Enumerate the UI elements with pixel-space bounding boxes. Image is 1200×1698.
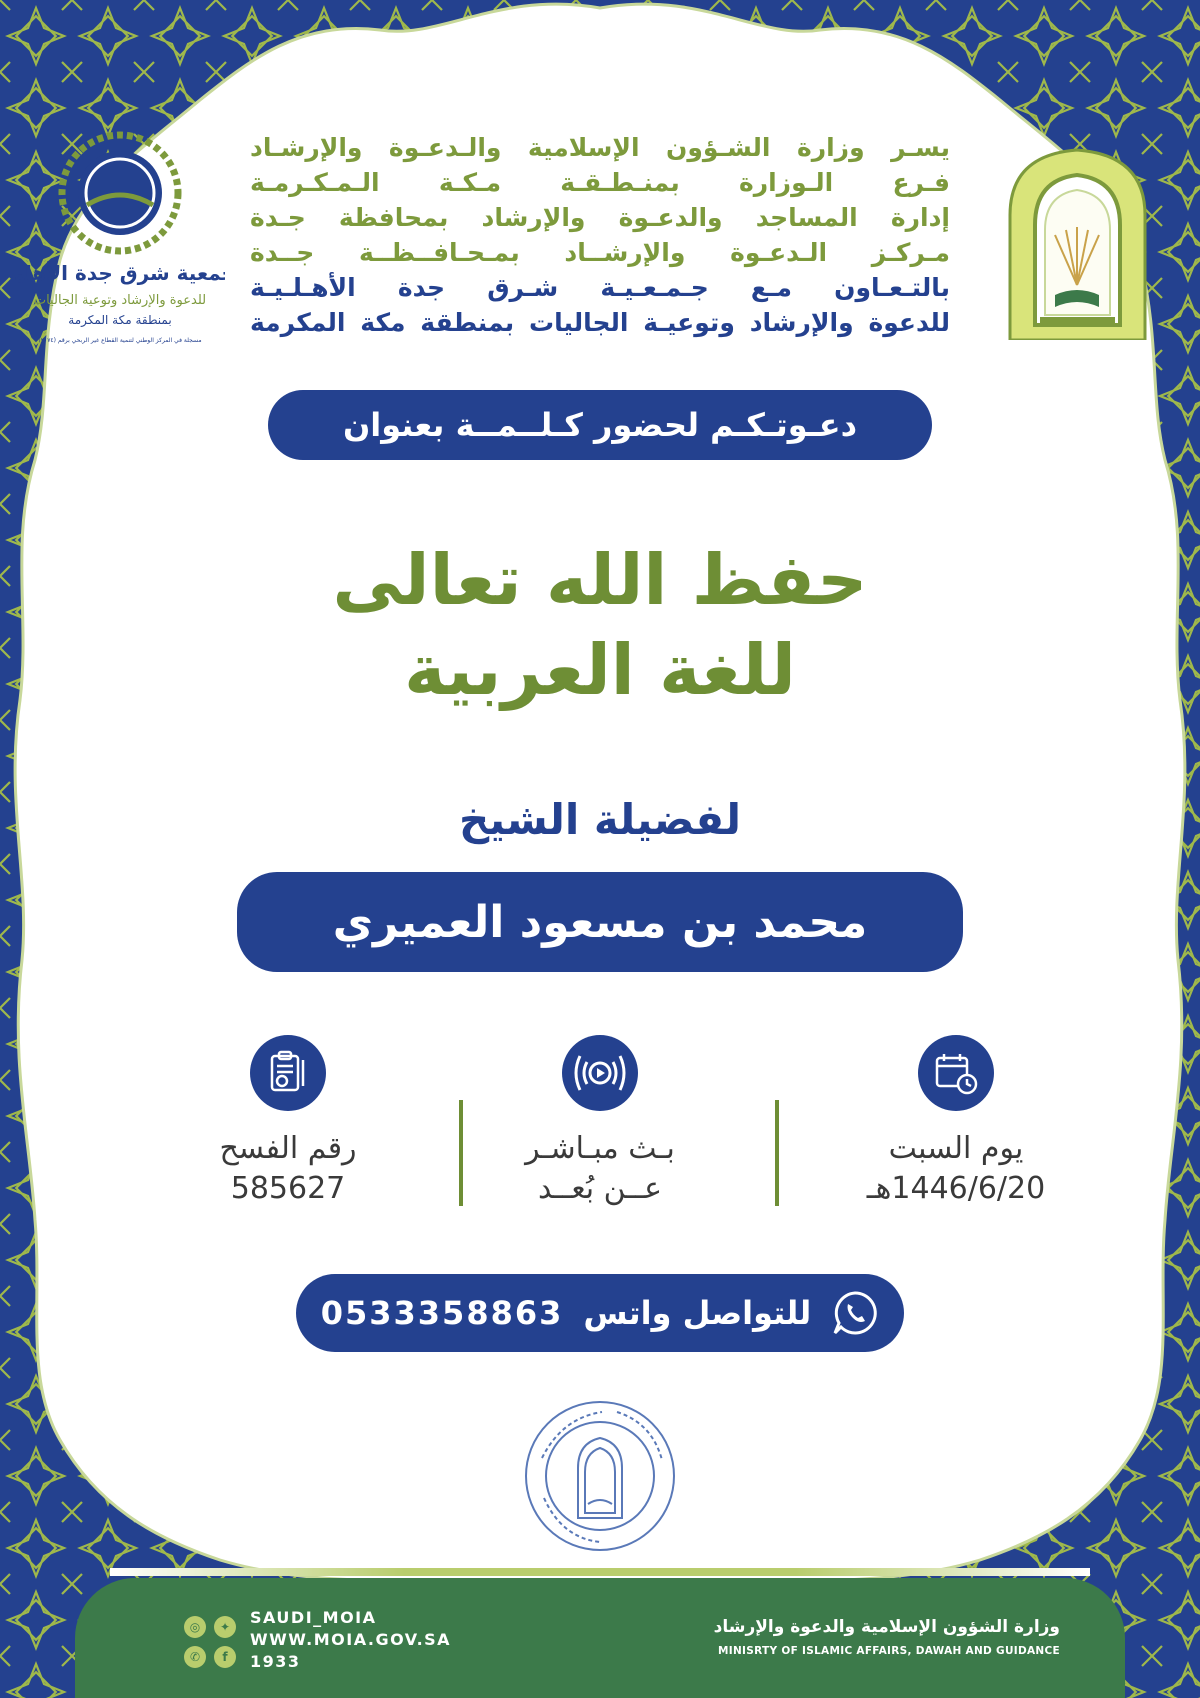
broadcast-info bbox=[470, 1035, 730, 1209]
footer-contacts bbox=[250, 1607, 451, 1673]
whatsapp-number[interactable]: 0533358863 bbox=[320, 1294, 564, 1332]
permit-label: رقم الفسح bbox=[219, 1131, 357, 1166]
header-line: للدعوة والإرشاد وتوعيـة الجاليات بمنطقة مكة المكرمة bbox=[250, 308, 950, 337]
permit-info bbox=[158, 1035, 418, 1209]
ministry-name-arabic: وزارة الشؤون الإسلامية والدعوة والإرشاد bbox=[713, 1617, 1060, 1637]
footer-accent-line bbox=[110, 1568, 1090, 1576]
header-line: بالتـعـاون مـع جـمـعـيـة شـرق جدة الأهـلـيـة bbox=[250, 273, 950, 302]
whatsapp-contact-banner[interactable] bbox=[296, 1274, 904, 1352]
info-divider bbox=[775, 1100, 779, 1206]
lecture-title-line-1: حفظ الله تعالى bbox=[332, 539, 868, 621]
svg-text:بمنطقة مكة المكرمة: بمنطقة مكة المكرمة bbox=[68, 313, 172, 327]
instagram-icon[interactable]: ◎ bbox=[184, 1616, 206, 1638]
broadcast-line-1: بـث مبـاشـر bbox=[525, 1131, 675, 1166]
facebook-icon[interactable]: f bbox=[214, 1646, 236, 1668]
invitation-banner: دعـوتـكـم لحضور كـلــمــة بعنوان bbox=[268, 390, 932, 460]
ministry-name-english: MINISRTY OF ISLAMIC AFFAIRS, DAWAH AND GUIDANCE bbox=[718, 1645, 1060, 1657]
social-icons bbox=[184, 1616, 238, 1670]
speaker-label: لفضيلة الشيخ bbox=[458, 795, 742, 844]
phone-icon[interactable]: ✆ bbox=[184, 1646, 206, 1668]
header-line: مـركـز الـدعـوة والإرشــاد بمـحـافــظــة جــدة bbox=[250, 238, 950, 267]
svg-text:للدعوة والإرشاد وتوعية الجاليا: للدعوة والإرشاد وتوعية الجاليات bbox=[33, 293, 207, 308]
date-value: 1446/6/20هـ bbox=[866, 1171, 1046, 1206]
footer-ministry-name bbox=[714, 1617, 1060, 1657]
permit-number: 585627 bbox=[230, 1171, 346, 1206]
header-line: يسـر وزارة الشـؤون الإسلامية والـدعـوة والإرشـاد bbox=[250, 133, 950, 162]
broadcast-line-2: عــن بُعــد bbox=[538, 1171, 662, 1206]
calendar-clock-icon bbox=[918, 1035, 994, 1111]
official-stamp bbox=[522, 1398, 678, 1554]
speaker-name-banner: محمد بن مسعود العميري bbox=[237, 872, 963, 972]
info-divider bbox=[459, 1100, 463, 1206]
lecture-title-line-2: للغة العربية bbox=[404, 629, 796, 711]
whatsapp-icon bbox=[831, 1289, 879, 1337]
association-logo bbox=[15, 130, 225, 355]
svg-text:جمعية شرق جدة الأهلية: جمعية شرق جدة الأهلية bbox=[15, 261, 225, 285]
header-line: فـرع الـوزارة بمنـطـقـة مـكـة الـمـكـرمـة bbox=[250, 168, 950, 197]
twitter-icon[interactable]: ✦ bbox=[214, 1616, 236, 1638]
clipboard-icon bbox=[250, 1035, 326, 1111]
phone-number[interactable]: 1933 bbox=[250, 1652, 301, 1671]
ministry-logo bbox=[1000, 145, 1155, 340]
date-day: يوم السبت bbox=[888, 1131, 1024, 1166]
header-text-block bbox=[250, 130, 950, 340]
social-handle[interactable]: SAUDI_MOIA bbox=[250, 1608, 377, 1627]
whatsapp-label: للتواصل واتس bbox=[583, 1294, 812, 1332]
live-broadcast-icon bbox=[562, 1035, 638, 1111]
svg-text:مسجلة في المركز الوطني لتنمية: مسجلة في المركز الوطني لتنمية القطاع غير الربحي برقم (٢٠٧٤) bbox=[38, 337, 202, 344]
header-line: إدارة المساجد والدعـوة والإرشاد بمحافظة جـدة bbox=[250, 203, 950, 232]
date-info bbox=[826, 1035, 1086, 1209]
website-link[interactable]: WWW.MOIA.GOV.SA bbox=[250, 1630, 452, 1649]
